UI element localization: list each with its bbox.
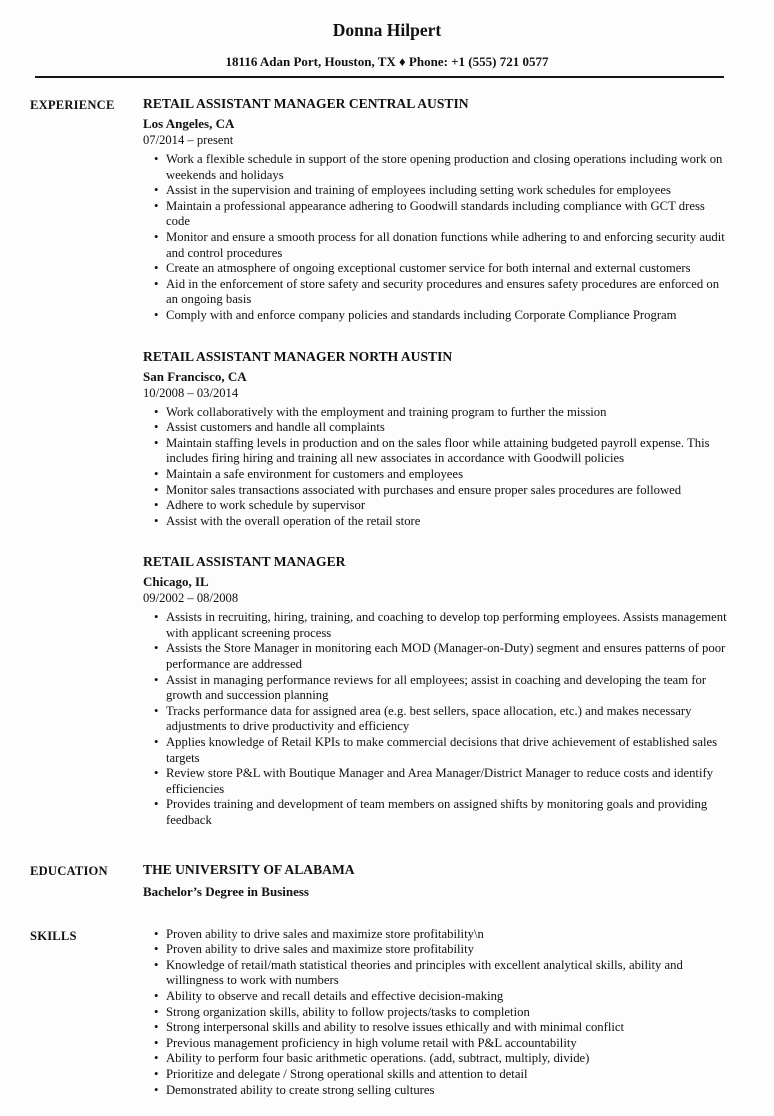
bullet-item: • Prioritize and delegate / Strong operational skills and attention to detail — [143, 1067, 727, 1083]
bullet-item: • Strong interpersonal skills and ability to resolve issues ethically and with minimal conflict — [143, 1020, 727, 1036]
bullet-item: • Work a flexible schedule in support of the store opening production and closing operations including work on weekends and holidays — [143, 152, 727, 183]
job-bullet-list — [143, 152, 727, 324]
job-dates: 09/2002 – 08/2008 — [143, 591, 239, 606]
job-dates: 07/2014 – present — [143, 133, 234, 147]
bullet-item: • Ability to perform four basic arithmetic operations. (add, subtract, multiply, divide) — [143, 1051, 727, 1067]
job-entry — [143, 553, 727, 828]
job-bullet-list — [143, 405, 727, 530]
person-name: Donna Hilpert — [332, 20, 442, 40]
job-title: RETAIL ASSISTANT MANAGER — [143, 554, 346, 570]
bullet-item: • Comply with and enforce company policies and standards including Corporate Compliance Program — [143, 308, 727, 324]
skills-label: SKILLS — [30, 928, 77, 943]
bullet-item: • Work collaboratively with the employment and training program to further the mission — [143, 405, 727, 421]
job-title: RETAIL ASSISTANT MANAGER NORTH AUSTIN — [143, 348, 453, 364]
education-section — [30, 861, 727, 899]
education-degree: Bachelor’s Degree in Business — [143, 883, 309, 899]
job-location: Chicago, IL — [143, 574, 209, 590]
bullet-item: • Assists in recruiting, hiring, training, and coaching to develop top performing employees. Assists management with applicant screening process — [143, 610, 727, 641]
job-title: RETAIL ASSISTANT MANAGER CENTRAL AUSTIN — [143, 96, 469, 111]
bullet-item: • Strong organization skills, ability to follow projects/tasks to completion — [143, 1005, 727, 1021]
bullet-item: • Review store P&L with Boutique Manager and Area Manager/District Manager to reduce costs and identify efficiencies — [143, 766, 727, 797]
job-location: San Francisco, CA — [143, 368, 247, 384]
job-dates: 10/2008 – 03/2014 — [143, 385, 239, 400]
bullet-item: • Proven ability to drive sales and maximize store profitability\n — [143, 927, 727, 943]
bullet-item: • Monitor and ensure a smooth process for all donation functions while adhering to and enforcing security audit and control procedures — [143, 230, 727, 261]
education-label: EDUCATION — [30, 863, 108, 878]
bullet-item: • Demonstrated ability to create strong selling cultures — [143, 1083, 727, 1099]
job-entry — [143, 348, 727, 530]
bullet-item: • Create an atmosphere of ongoing exceptional customer service for both internal and external customers — [143, 261, 727, 277]
bullet-item: • Knowledge of retail/math statistical theories and principles with excellent analytical skills, ability and willingness to work with numbers — [143, 958, 727, 989]
bullet-item: • Applies knowledge of Retail KPIs to make commercial decisions that drive achievement of established sales targets — [143, 735, 727, 766]
bullet-item: • Maintain a professional appearance adhering to Goodwill standards including compliance with GCT dress code — [143, 199, 727, 230]
resume-header — [0, 20, 774, 69]
bullet-item: • Assist with the overall operation of the retail store — [143, 514, 727, 530]
job-location: Los Angeles, CA — [143, 116, 235, 131]
job-bullet-list — [143, 610, 727, 828]
bullet-item: • Assists the Store Manager in monitoring each MOD (Manager-on-Duty) segment and ensures patterns of poor performance are addressed — [143, 641, 727, 672]
bullet-item: • Ability to observe and recall details and effective decision-making — [143, 989, 727, 1005]
bullet-item: • Provides training and development of team members on assigned shifts by monitoring goals and providing feedback — [143, 797, 727, 828]
resume-body — [0, 95, 774, 1098]
bullet-item: • Tracks performance data for assigned area (e.g. best sellers, space allocation, etc.) and makes necessary adjustments to drive productivity and efficiency — [143, 704, 727, 735]
education-school: THE UNIVERSITY OF ALABAMA — [143, 861, 355, 877]
bullet-item: • Aid in the enforcement of store safety and security procedures and ensures safety procedures are enforced on an ongoing basis — [143, 277, 727, 308]
skills-content — [143, 926, 727, 1099]
bullet-item: • Previous management proficiency in high volume retail with P&L accountability — [143, 1036, 727, 1052]
bullet-item: • Maintain staffing levels in production and on the sales floor while attaining budgeted payroll expense. This includes firing hiring and training all new associates in accordance with Goodwill policies — [143, 436, 727, 467]
education-content — [143, 861, 727, 899]
bullet-item: • Assist in the supervision and training of employees including setting work schedules for employees — [143, 183, 727, 199]
skills-bullet-list — [143, 927, 727, 1099]
bullet-item: • Proven ability to drive sales and maximize store profitability — [143, 942, 727, 958]
bullet-item: • Maintain a safe environment for customers and employees — [143, 467, 727, 483]
bullet-item: • Assist customers and handle all complaints — [143, 420, 727, 436]
bullet-item: • Monitor sales transactions associated with purchases and ensure proper sales procedures are followed — [143, 483, 727, 499]
bullet-item: • Assist in managing performance reviews for all employees; assist in coaching and developing the team for growth and succession planning — [143, 673, 727, 704]
experience-content — [143, 95, 727, 829]
experience-section — [30, 95, 727, 829]
contact-line: 18116 Adan Port, Houston, TX ♦ Phone: +1 (555) 721 0577 — [225, 54, 549, 69]
skills-section — [30, 926, 727, 1099]
job-entry — [143, 95, 727, 324]
bullet-item: • Adhere to work schedule by supervisor — [143, 498, 727, 514]
header-divider — [35, 76, 724, 78]
experience-label: EXPERIENCE — [30, 98, 115, 112]
